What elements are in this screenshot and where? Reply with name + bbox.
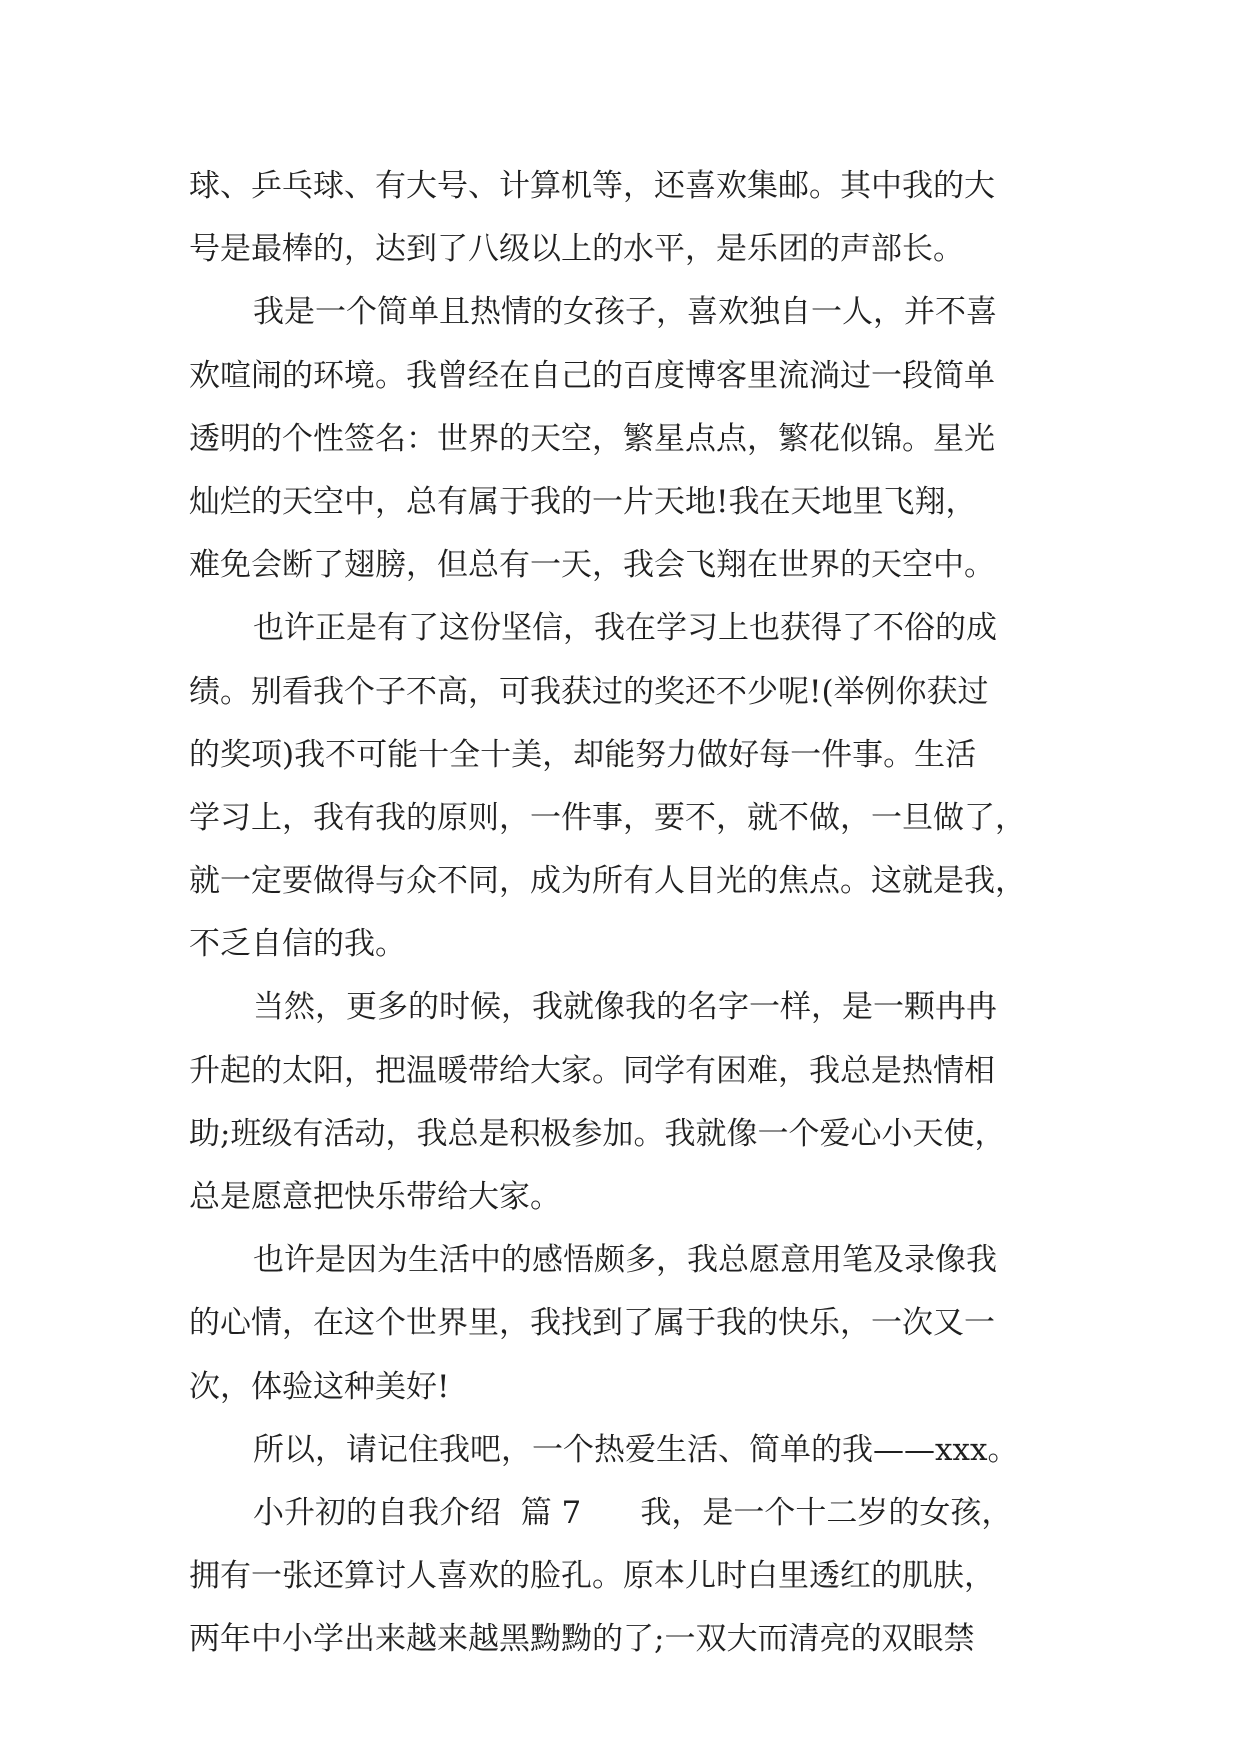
text-line: 总是愿意把快乐带给大家。 <box>189 1179 561 1215</box>
text-line: 就一定要做得与众不同，成为所有人目光的焦点。这就是我， <box>189 863 1026 900</box>
text-line: 不乏自信的我。 <box>189 926 406 963</box>
text-line: 的奖项)我不可能十全十美，却能努力做好每一件事。生活 <box>189 736 977 773</box>
text-line: 次，体验这种美好! <box>189 1368 450 1405</box>
text-line: 的心情，在这个世界里，我找到了属于我的快乐，一次又一 <box>189 1305 995 1342</box>
text-line: 绩。别看我个子不高，可我获过的奖还不少呢!(举例你获过 <box>189 673 989 710</box>
text-line: 难免会断了翅膀，但总有一天，我会飞翔在世界的天空中。 <box>189 547 995 584</box>
text-line: 我是一个简单且热情的女孩子，喜欢独自一人，并不喜 <box>253 294 997 331</box>
text-line: 灿烂的天空中，总有属于我的一片天地!我在天地里飞翔， <box>189 483 977 520</box>
text-line: 号是最棒的，达到了八级以上的水平，是乐团的声部长。 <box>189 231 964 268</box>
text-line: 所以，请记住我吧，一个热爱生活、简单的我——xxx。 <box>253 1431 1019 1468</box>
text-line: 当然，更多的时候，我就像我的名字一样，是一颗冉冉 <box>253 989 997 1026</box>
text-line: 透明的个性签名：世界的天空，繁星点点，繁花似锦。星光 <box>189 420 995 457</box>
text-line: 小升初的自我介绍 篇 7 我，是一个十二岁的女孩， <box>253 1494 1013 1531</box>
text-line: 助;班级有活动，我总是积极参加。我就像一个爱心小天使， <box>189 1115 1006 1152</box>
text-line: 升起的太阳，把温暖带给大家。同学有困难，我总是热情相 <box>189 1052 995 1089</box>
text-line: 也许正是有了这份坚信，我在学习上也获得了不俗的成 <box>253 610 997 647</box>
text-line: 欢喧闹的环境。我曾经在自己的百度博客里流淌过一段简单 <box>189 357 995 394</box>
document-body <box>189 155 1069 1672</box>
text-line: 两年中小学出来越来越黑黝黝的了;一双大而清亮的双眼禁 <box>189 1621 975 1658</box>
text-line: 学习上，我有我的原则，一件事，要不，就不做，一旦做了， <box>189 799 1026 836</box>
text-line: 也许是因为生活中的感悟颇多，我总愿意用笔及录像我 <box>253 1242 997 1279</box>
text-line: 球、乒乓球、有大号、计算机等，还喜欢集邮。其中我的大 <box>189 168 995 204</box>
text-line: 拥有一张还算讨人喜欢的脸孔。原本儿时白里透红的肌肤， <box>189 1558 995 1595</box>
